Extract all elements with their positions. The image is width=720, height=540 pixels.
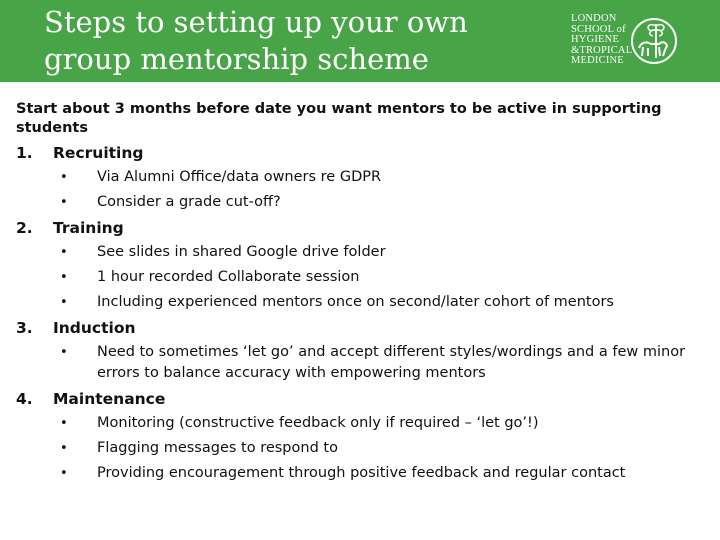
bullet-item (16, 438, 706, 459)
bullet-text: Consider a grade cut-off? (97, 194, 281, 210)
bullet-text: Flagging messages to respond to (97, 440, 338, 456)
logo-line: MEDICINE (571, 55, 624, 66)
bullet-icon: • (60, 441, 68, 456)
step-number: 2. (16, 219, 33, 237)
step-item (16, 143, 706, 163)
step-number: 4. (16, 390, 33, 408)
logo-line: HYGIENE (571, 34, 620, 45)
crest-icon (629, 14, 679, 68)
bullet-text: Via Alumni Office/data owners re GDPR (97, 169, 382, 185)
bullet-icon: • (60, 295, 68, 310)
slide-header (0, 0, 720, 82)
logo-text (571, 14, 631, 67)
slide-body (16, 100, 706, 484)
lshtm-logo (571, 14, 681, 70)
bullet-item (16, 267, 706, 288)
bullet-icon: • (60, 170, 68, 185)
bullet-item (16, 413, 706, 434)
bullet-text: Monitoring (constructive feedback only if required – ‘let go’!) (97, 415, 539, 431)
bullet-item (16, 463, 706, 484)
bullet-item (16, 192, 706, 213)
step-number: 3. (16, 319, 33, 337)
step-title: Induction (53, 319, 136, 337)
step-item (16, 318, 706, 338)
bullet-item (16, 292, 706, 313)
step-title: Training (53, 219, 124, 237)
step-item (16, 218, 706, 238)
step-title: Recruiting (53, 144, 144, 162)
bullet-text: See slides in shared Google drive folder (97, 244, 386, 260)
bullet-item (16, 242, 706, 263)
logo-line: LONDON (571, 13, 617, 24)
step-number: 1. (16, 144, 33, 162)
bullet-item (16, 342, 706, 384)
bullet-text: 1 hour recorded Collaborate session (97, 269, 360, 285)
bullet-text: Need to sometimes ‘let go’ and accept different styles/wordings and a few minor errors to balance accuracy with empowering mentors (97, 344, 686, 381)
bullet-icon: • (60, 416, 68, 431)
step-title: Maintenance (53, 390, 166, 408)
intro-text: Start about 3 months before date you want mentors to be active in supporting students (16, 101, 662, 136)
bullet-icon: • (60, 345, 68, 360)
bullet-text: Providing encouragement through positive feedback and regular contact (97, 465, 626, 481)
bullet-item (16, 167, 706, 188)
bullet-icon: • (60, 245, 68, 260)
bullet-icon: • (60, 466, 68, 481)
logo-line: SCHOOL of (571, 23, 626, 35)
bullet-icon: • (60, 195, 68, 210)
bullet-icon: • (60, 270, 68, 285)
step-item (16, 389, 706, 409)
bullet-text: Including experienced mentors once on second/later cohort of mentors (97, 294, 614, 310)
logo-line: &TROPICAL (571, 44, 633, 56)
slide-title: Steps to setting up your own group mentorship scheme (44, 5, 468, 76)
